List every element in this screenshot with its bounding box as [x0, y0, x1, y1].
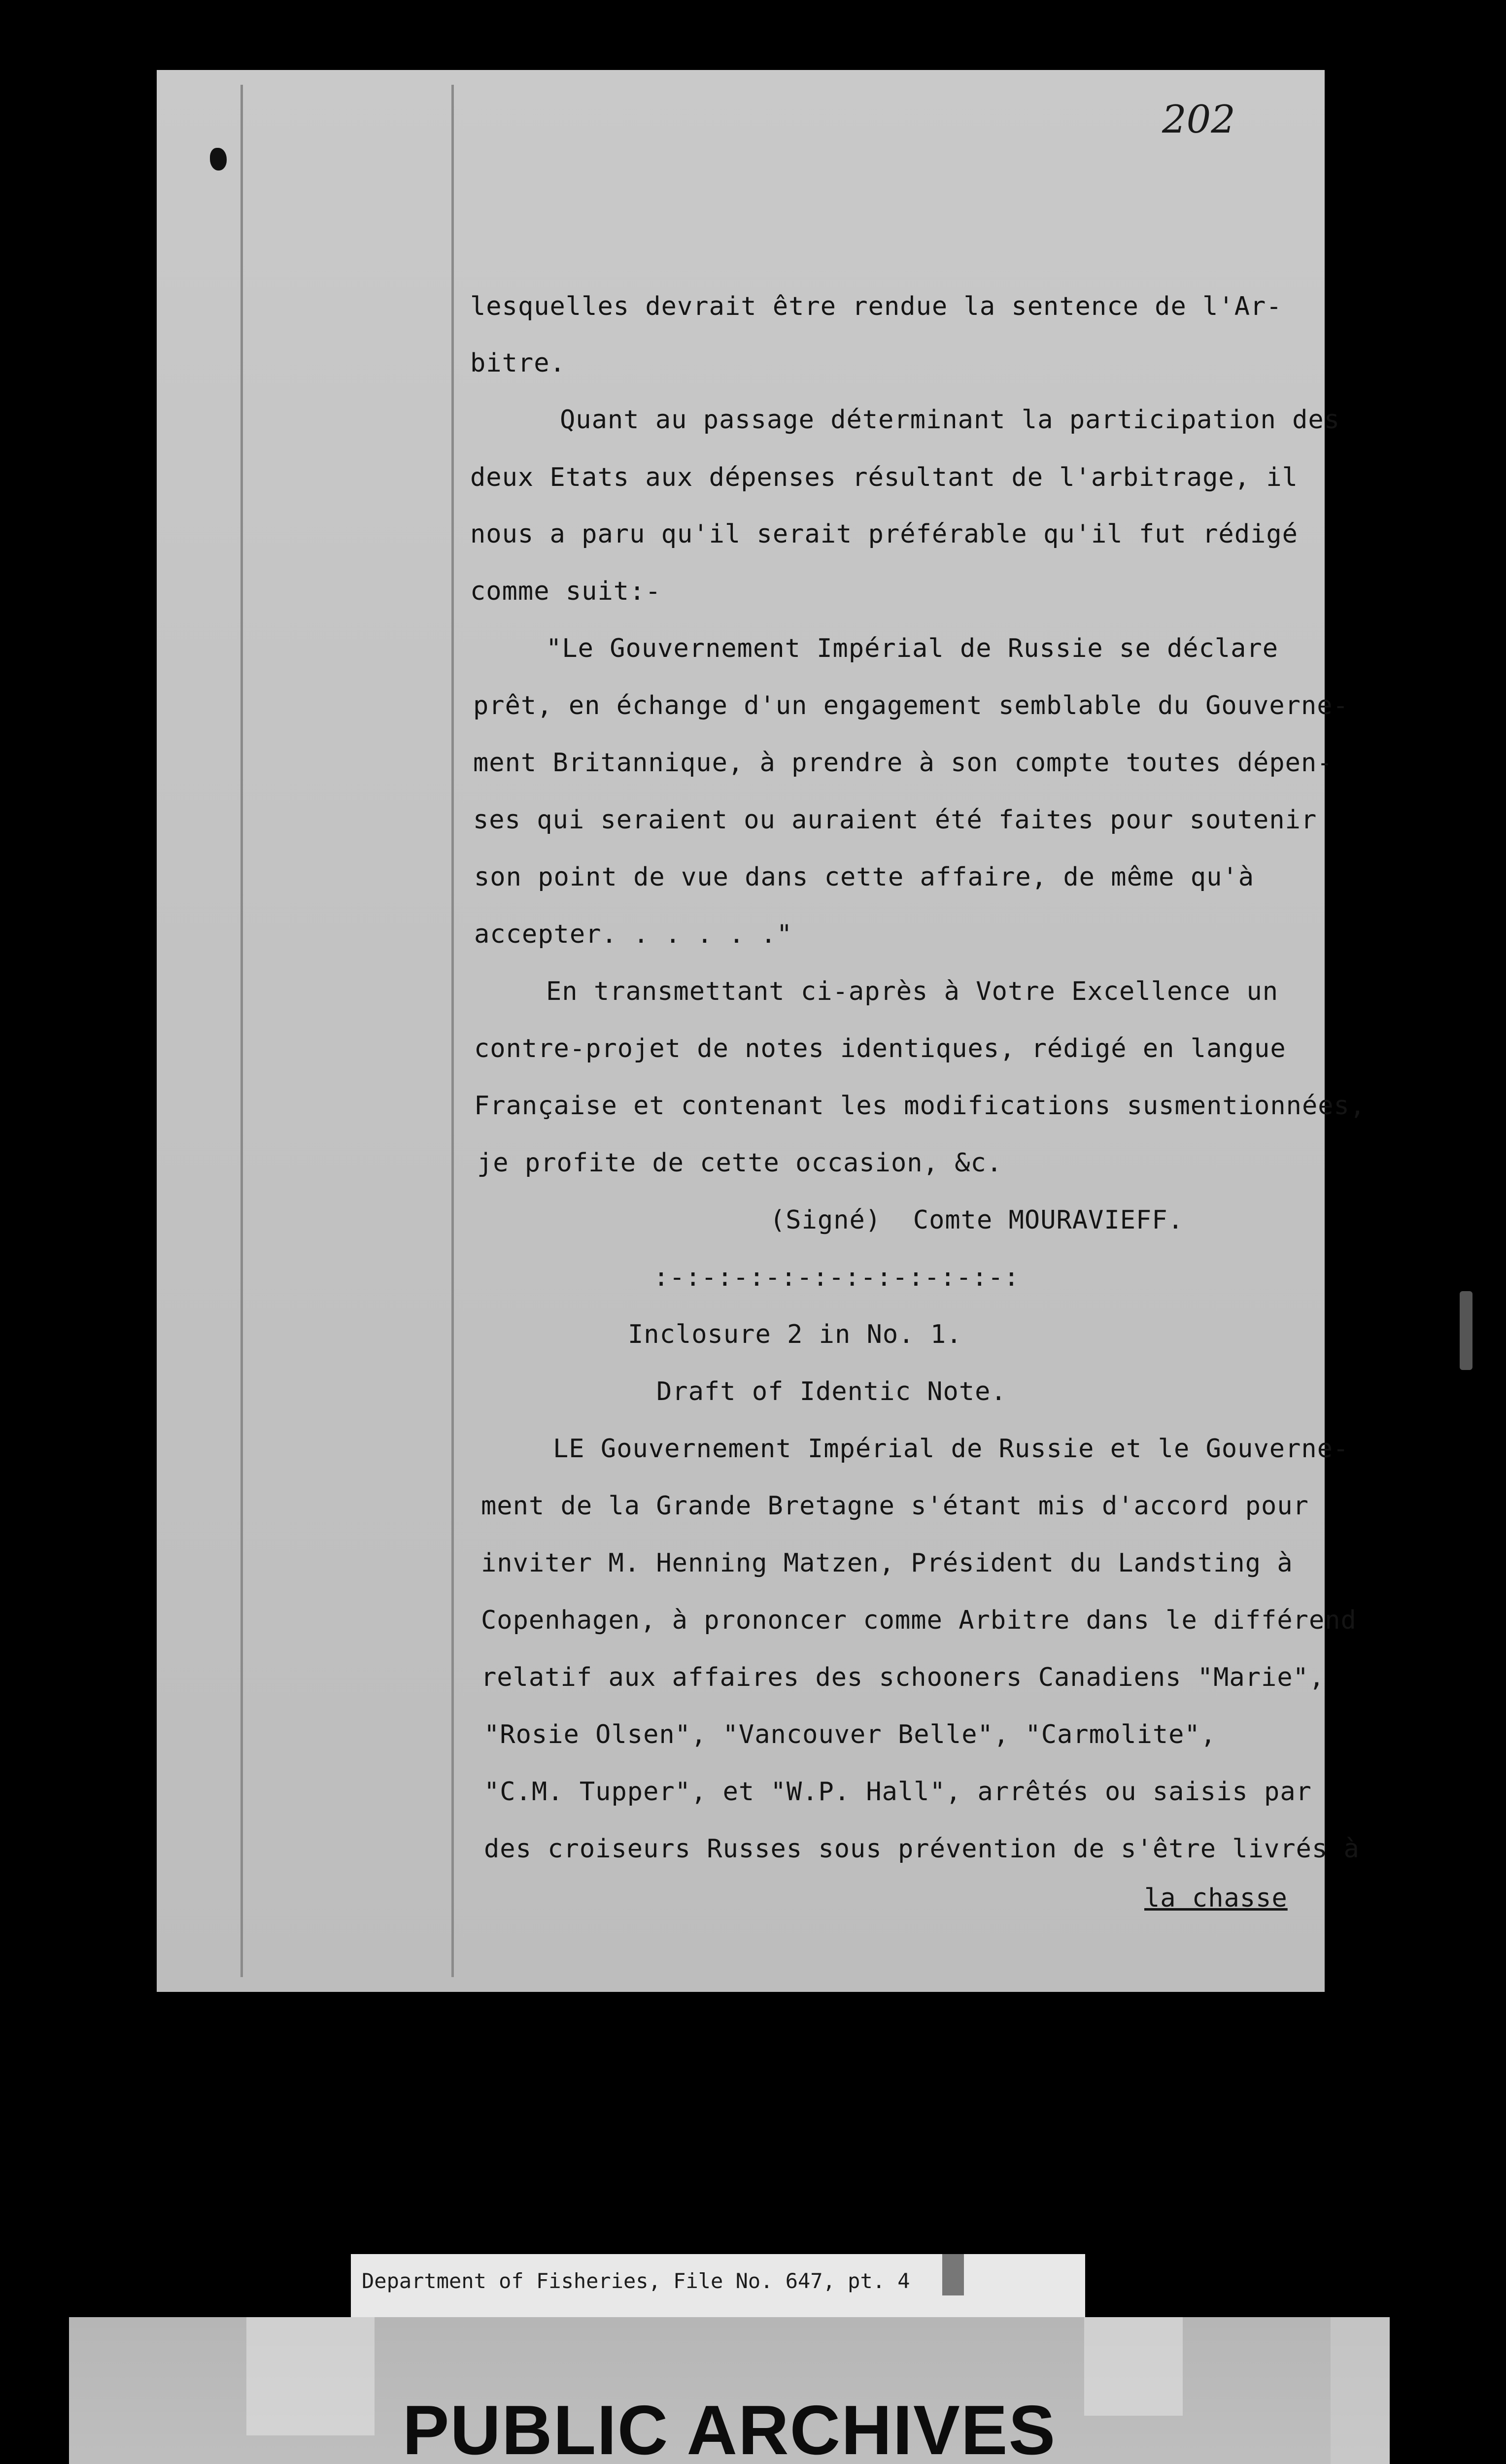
text-line: lesquelles devrait être rendue la sentence de l'Ar- [470, 292, 1282, 321]
signature-line: (Signé) Comte MOURAVIEFF. [770, 1205, 1184, 1235]
text-line: inviter M. Henning Matzen, Président du Landsting à [481, 1548, 1293, 1578]
file-reference-label: Department of Fisheries, File No. 647, pt. 4 [351, 2254, 1085, 2317]
text-line: deux Etats aux dépenses résultant de l'arbitrage, il [470, 463, 1298, 492]
archive-card [69, 2317, 1390, 2464]
text-line: "Rosie Olsen", "Vancouver Belle", "Carmolite", [484, 1720, 1217, 1749]
enclosure-heading: Inclosure 2 in No. 1. [628, 1320, 962, 1349]
text-line: comme suit:- [470, 577, 661, 606]
text-line: Française et contenant les modifications susmentionnées, [474, 1091, 1366, 1121]
punch-hole [210, 148, 227, 171]
archive-title-english: PUBLIC ARCHIVES [402, 2391, 1057, 2464]
text-line: nous a paru qu'il serait préférable qu'il fut rédigé [470, 519, 1298, 549]
document-page [157, 70, 1366, 1992]
text-line: accepter. . . . . ." [474, 920, 793, 949]
text-line: prêt, en échange d'un engagement semblable du Gouverne- [473, 691, 1349, 720]
text-line: Quant au passage déterminant la participation des [560, 405, 1340, 435]
margin-rule-inner [451, 85, 454, 1977]
edge-mark [1460, 1291, 1472, 1370]
text-line: ment Britannique, à prendre à son compte toutes dépen- [473, 748, 1333, 778]
text-line: son point de vue dans cette affaire, de même qu'à [474, 862, 1255, 892]
text-line: Copenhagen, à prononcer comme Arbitre dans le différend [481, 1606, 1357, 1635]
text-line: LE Gouvernement Impérial de Russie et le Gouverne- [553, 1434, 1349, 1464]
catchword: la chasse [1144, 1883, 1288, 1913]
note-title: Draft of Identic Note. [656, 1377, 1007, 1406]
section-divider: :-:-:-:-:-:-:-:-:-:-:-: [653, 1263, 1020, 1292]
text-line: "Le Gouvernement Impérial de Russie se déclare [546, 634, 1279, 663]
text-line: bitre. [470, 348, 566, 378]
text-line: relatif aux affaires des schooners Canadiens "Marie", [481, 1663, 1325, 1692]
folio-number: 202 [1162, 98, 1235, 142]
label-tab [942, 2254, 964, 2295]
text-line: En transmettant ci-après à Votre Excellence un [546, 977, 1279, 1006]
text-line: des croiseurs Russes sous prévention de s'être livrés à [484, 1834, 1360, 1864]
text-line: contre-projet de notes identiques, rédigé en langue [474, 1034, 1286, 1063]
margin-rule-outer [240, 85, 243, 1977]
text-line: ses qui seraient ou auraient été faites pour soutenir [473, 805, 1317, 835]
text-line: je profite de cette occasion, &c. [477, 1148, 1003, 1178]
text-line: "C.M. Tupper", et "W.P. Hall", arrêtés ou saisis par [484, 1777, 1312, 1807]
text-line: ment de la Grande Bretagne s'étant mis d'accord pour [481, 1491, 1309, 1521]
